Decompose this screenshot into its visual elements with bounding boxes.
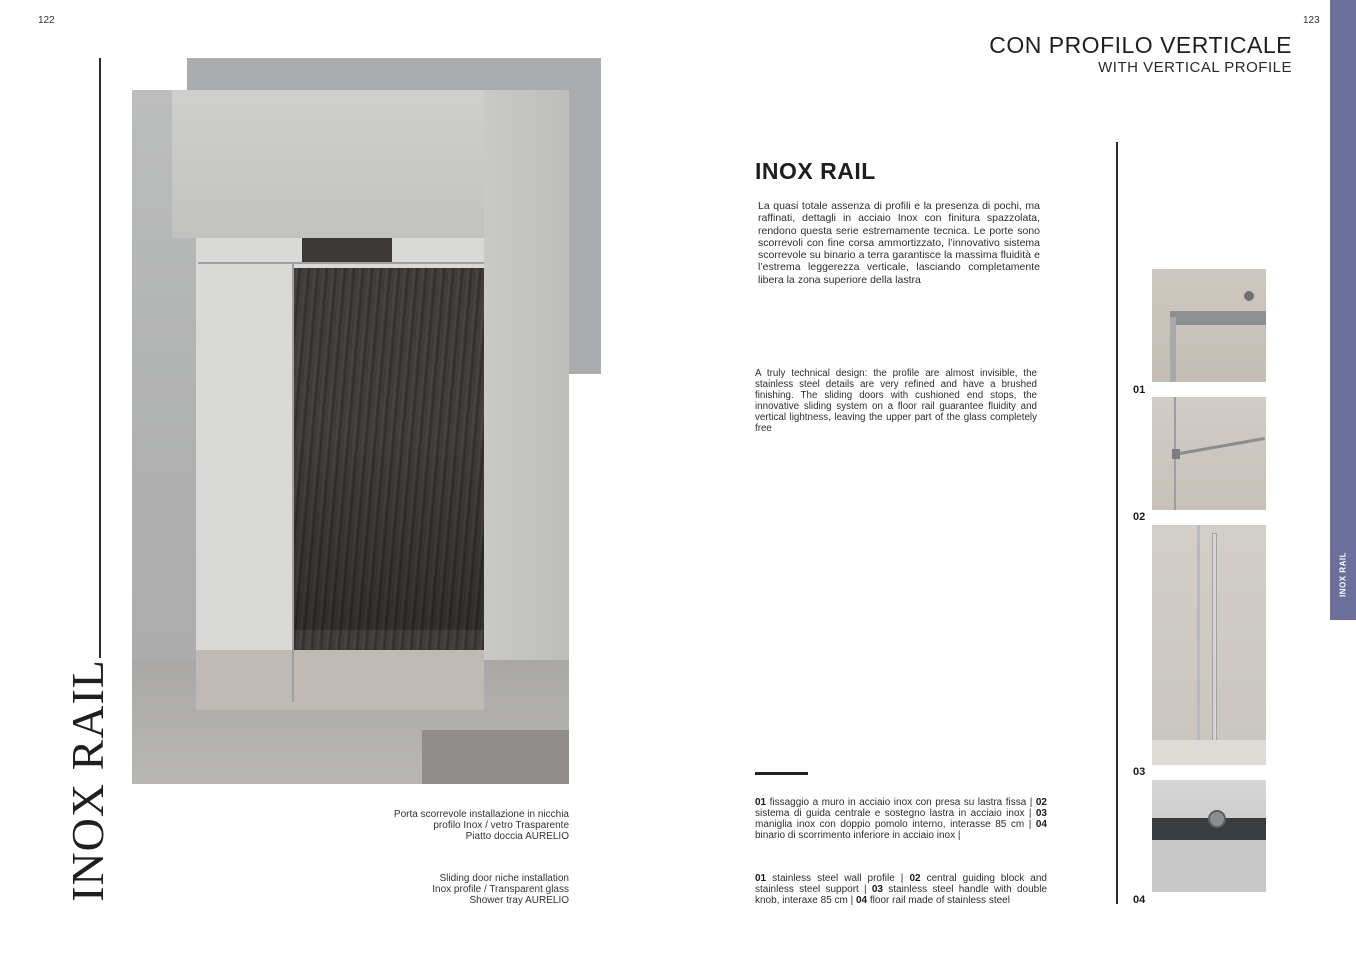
side-section-tab[interactable]: [1330, 0, 1356, 620]
page-number-left: 122: [38, 15, 55, 26]
vertical-product-title: [32, 650, 142, 910]
header-subtitle: WITH VERTICAL PROFILE: [1098, 59, 1292, 76]
description-italian: La quasi totale assenza di profili e la presenza di pochi, ma raffinati, dettagli in acciaio Inox con finitura spazzolata, rendono questa serie estremamente tecnica. Le porte sono scorrevoli con fine corsa ammortizzato, l’innovativo sistema scorrevole su binario a terra garantisce la massima fluidità e l’estrema leggerezza verticale, lasciando completamente libera la zona superiore della lastra: [758, 200, 1040, 286]
floor-rail-detail-icon: [1152, 780, 1266, 892]
thumbnail-label-01: 01: [1133, 384, 1146, 396]
thumbnail-label-02: 02: [1133, 511, 1146, 523]
handle-detail-icon: [1152, 525, 1266, 765]
details-list-italian: 01 fissaggio a muro in acciaio inox con presa su lastra fissa | 02 sistema di guida centrale e sostegno lastra in acciaio inox | 03 maniglia inox con doppio pomolo interno, interasse 85 cm | 04 binario di scorrimento inferiore in acciaio inox |: [755, 797, 1047, 841]
central-guide-detail-icon: [1152, 397, 1266, 510]
shower-tray: [196, 650, 484, 710]
right-vertical-rule: [1116, 142, 1118, 904]
description-english: A truly technical design: the profile are almost invisible, the stainless steel details are very refined and have a brushed finishing. The sliding doors with cushioned end stops, the innovative sliding system on a floor rail guarantee fluidity and vertical lightness, leaving the upper part of the glass completely free: [755, 368, 1037, 434]
header-title: CON PROFILO VERTICALE: [989, 32, 1292, 58]
photo-caption-italian: Porta scorrevole installazione in nicchia profilo Inox / vetro Trasparente Piatto doccia AURELIO: [393, 809, 569, 842]
vertical-product-title-text: INOX RAIL: [61, 658, 113, 902]
thumbnail-label-03: 03: [1133, 766, 1146, 778]
left-vertical-rule: [99, 58, 101, 658]
details-divider: [755, 772, 808, 775]
wall-fixing-detail-icon: [1152, 269, 1266, 382]
photo-caption-english: Sliding door niche installation Inox profile / Transparent glass Shower tray AURELIO: [432, 873, 569, 906]
door-handle: [196, 470, 201, 640]
thumbnail-label-04: 04: [1133, 894, 1146, 906]
section-title: INOX RAIL: [755, 158, 876, 184]
shower-head-icon: [302, 238, 392, 264]
details-list-english: 01 stainless steel wall profile | 02 central guiding block and stainless steel support | 03 stainless steel handle with double knob, interaxe 85 cm | 04 floor rail made of stainless steel: [755, 873, 1047, 906]
page-number-right: 123: [1303, 15, 1320, 26]
shower-product-photo: [132, 90, 569, 784]
side-tab-label: INOX RAIL: [1338, 552, 1348, 597]
